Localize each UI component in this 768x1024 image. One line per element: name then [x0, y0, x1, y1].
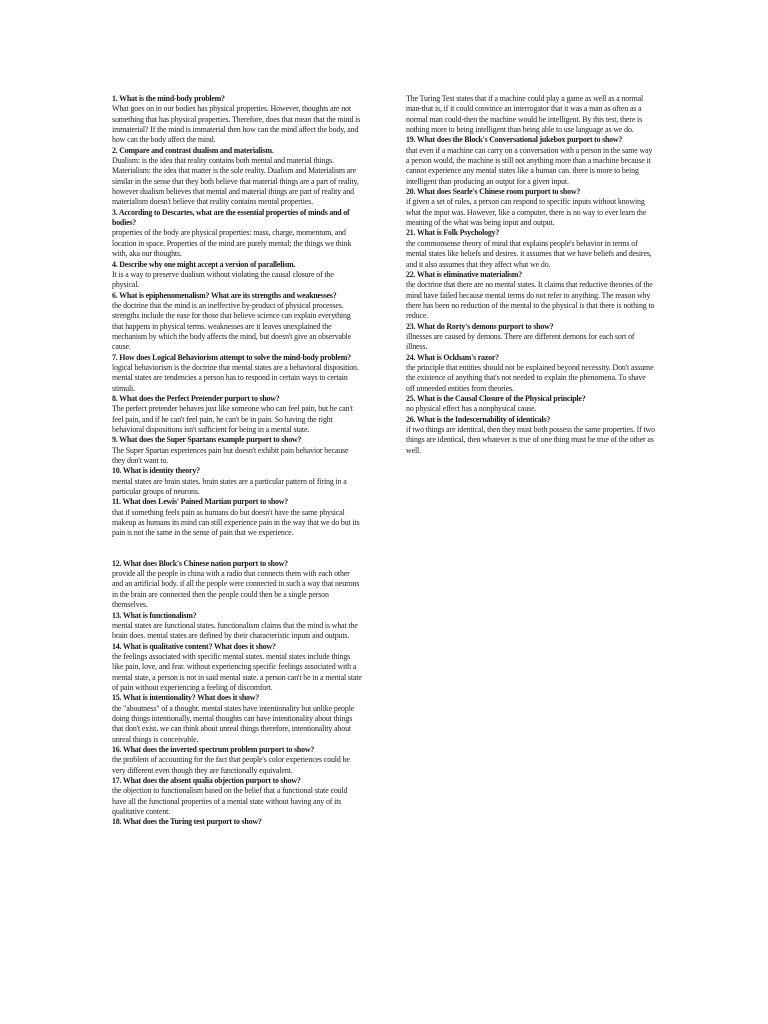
question-heading: 13. What is functionalism? — [112, 610, 197, 620]
qa-entry — [112, 353, 362, 394]
answer-text: the objection to functionalism based on the belief that a functional state could have all the functional properties of a mental state without having any of its qualitative content. — [112, 786, 348, 817]
qa-entry — [112, 642, 362, 694]
question-heading: 11. What does Lewis' Pained Martian purport to show? — [112, 497, 288, 507]
right-column — [406, 94, 656, 456]
qa-entry — [112, 559, 362, 611]
answer-text: mental states are functional states. functionalism claims that the mind is what the brain does. mental states are defined by their characteristic inputs and outputs. — [112, 620, 358, 641]
qa-entry — [406, 353, 656, 394]
question-heading: 7. How does Logical Behaviorism attempt to solve the mind-body problem? — [112, 352, 351, 362]
question-heading: 4. Describe why one might accept a version of parallelism. — [112, 259, 296, 269]
answer-text: illnesses are caused by demons. There are different demons for each sort of illness. — [406, 331, 635, 352]
answer-text: the commonsense theory of mind that explains people's behavior in terms of mental states like beliefs and desires. it assumes that we have beliefs and desires, and it also assumes that they affect what we do. — [406, 238, 652, 269]
question-heading: 9. What does the Super Spartans example purport to show? — [112, 435, 302, 445]
answer-text: The Turing Test states that if a machine could play a game as well as a normal man-that is, if it could convince an interrogator that it was a man as often as a normal man could-then the machine would be intelligent. By this test, there is nothing more to being intelligent than being able to use language as we do. — [406, 94, 644, 135]
answer-text: Dualism: is the idea that reality contains both mental and material things. Materialism: the idea that matter is the sole reality. Dualism and Materialism are similar in the sense that they both believe that material things are a part of reality, however dualism believes that mental and material things are part of reality and materialism doesn't believe that reality contains mental properties. — [112, 156, 359, 207]
qa-entry — [406, 135, 656, 187]
qa-entry — [406, 322, 656, 353]
question-heading: 20. What does Searle's Chinese room purport to show? — [406, 187, 581, 197]
qa-entry — [112, 146, 362, 208]
qa-entry — [406, 94, 656, 135]
answer-text: the feelings associated with specific mental states. mental states include things like pain, love, and fear. without experiencing specific feelings associated with a mental state, a person is not in said mental state. a person can't be in a mental state of pain without experiencing a feeling of discomfort. — [112, 651, 362, 692]
section-gap — [112, 539, 362, 559]
question-heading: 21. What is Folk Psychology? — [406, 228, 500, 238]
answer-text: What goes on in our bodies has physical properties. However, thoughts are not something that has physical properties. Therefore, does that mean that the mind is immaterial? If the mind is immaterial then how can the mind affect the body, and how can the body affect the mind. — [112, 104, 361, 145]
qa-entry — [112, 291, 362, 353]
qa-entry — [112, 260, 362, 291]
qa-entry — [112, 693, 362, 745]
answer-text: the problem of accounting for the fact that people's color experiences could be very different even though they are functionally equivalent. — [112, 755, 350, 775]
answer-text: that if something feels pain as humans do but doesn't have the same physical makeup as humans its mind can still experience pain in the way that we do but its pain is not the same in the sense of pain that we experience. — [112, 507, 360, 538]
answer-text: if given a set of rules, a person can respond to specific inputs without knowing what the input was. However, like a computer, there is no way to ever learn the meaning of the what was being input and output. — [406, 197, 647, 228]
question-heading: 15. What is intentionality? What does it show? — [112, 693, 260, 703]
question-heading: 25. What is the Causal Closure of the Physical principle? — [406, 393, 586, 403]
answer-text: The Super Spartan experiences pain but doesn't exhibit pain behavior because they don't want to. — [112, 445, 349, 466]
answer-text: mental states are brain states. brain states are a particular pattern of firing in a particular groups of neurons. — [112, 476, 347, 497]
question-heading: 22. What is eliminative materialism? — [406, 269, 523, 279]
answer-text: the doctrine that the mind is an ineffective by-product of physical processes. strengths include the ease for those that believe science can explain everything that happens in physical terms. weaknesses are it leaves unexplained the mechanism by which the body affects the mind, but doesn't give an observable cause. — [112, 300, 352, 352]
question-heading: 19. What does the Block's Conversational jukebox purport to show? — [406, 135, 623, 145]
question-heading: 2. Compare and contrast dualism and materialism. — [112, 145, 274, 155]
question-heading: 17. What does the absent qualia objection purport to show? — [112, 776, 301, 785]
answer-text: the principle that entities should not be explained beyond necessity. Don't assume the existence of anything that's not needed to explain the phenomena. To shave off unneeded entities from theories. — [406, 362, 654, 393]
qa-entry — [406, 415, 656, 456]
answer-text: the doctrine that there are no mental states. It claims that reductive theories of the mind have failed because mental terms do not refer to anything. The reason why there has been no reduction of the mental to the physical is that there is nothing to reduce. — [406, 280, 655, 321]
left-column — [112, 94, 362, 828]
qa-entry — [112, 497, 362, 538]
qa-entry — [112, 466, 362, 497]
question-heading: 8. What does the Perfect Pretender purport to show? — [112, 393, 280, 403]
answer-text: if two things are identical, then they must both possess the same properties. If two things are identical, then whatever is true of one thing must be true of the other as well. — [406, 425, 655, 455]
qa-entry — [112, 776, 362, 817]
question-heading: 3. According to Descartes, what are the essential properties of minds and of bodies? — [112, 207, 350, 228]
question-heading: 24. What is Ockham's razor? — [406, 352, 499, 362]
qa-entry — [112, 817, 362, 827]
qa-entry — [112, 745, 362, 776]
qa-entry — [406, 228, 656, 269]
qa-entry — [406, 270, 656, 322]
answer-text: no physical effect has a nonphysical cause. — [406, 404, 537, 414]
qa-entry — [112, 208, 362, 260]
answer-text: properties of the body are physical properties: mass, charge, momentum, and location in space. Properties of the mind are purely mental; the things we think with, aka our thoughts. — [112, 228, 352, 259]
question-heading: 1. What is the mind-body problem? — [112, 94, 225, 103]
answer-text: provide all the people in china with a radio that connects them with each other and an artificial body. if all the people were connected in such a way that neurons in the brain are connected then the people could then be a single person themselves. — [112, 569, 360, 610]
question-heading: 18. What does the Turing test purport to show? — [112, 817, 262, 827]
answer-text: the "aboutness" of a thought. mental states have intentionality but unlike people doing things intentionally, mental thoughts can have intentionality about things that don't exist. we can think about unreal things therefore, intentionality about unreal things is conceivable. — [112, 703, 355, 744]
question-heading: 12. What does Block's Chinese nation purport to show? — [112, 558, 288, 568]
qa-entry — [112, 611, 362, 642]
question-heading: 23. What do Rorty's demons purport to show? — [406, 321, 554, 331]
qa-entry — [112, 394, 362, 435]
answer-text: The perfect pretender behaves just like someone who can feel pain, but he can't feel pain, and if he can't feel pain, he can't be in pain. So having the right behavioral dispositions isn't sufficient for being in a mental state. — [112, 404, 353, 434]
question-heading: 26. What is the Indescernability of identicals? — [406, 414, 551, 424]
question-heading: 14. What is qualitative content? What does it show? — [112, 641, 276, 651]
question-heading: 10. What is identity theory? — [112, 466, 200, 476]
qa-entry — [112, 94, 362, 146]
answer-text: It is a way to preserve dualism without violating the causal closure of the physical. — [112, 269, 334, 290]
qa-entry — [406, 187, 656, 228]
answer-text: logical behaviorism is the doctrine that mental states are a behavioral disposition. mental states are tendencies a person has to respond in certain ways to certain stimuli. — [112, 362, 359, 393]
question-heading: 16. What does the inverted spectrum problem purport to show? — [112, 744, 315, 754]
qa-entry — [406, 394, 656, 415]
answer-text: that even if a machine can carry on a conversation with a person in the same way a person would, the machine is still not anything more than a machine because it cannot experience any mental states like a human can. there is more to being intelligent than producing an output for a given input. — [406, 145, 653, 186]
qa-entry — [112, 435, 362, 466]
question-heading: 6. What is epiphenomenalism? What are its strengths and weaknesses? — [112, 290, 337, 300]
